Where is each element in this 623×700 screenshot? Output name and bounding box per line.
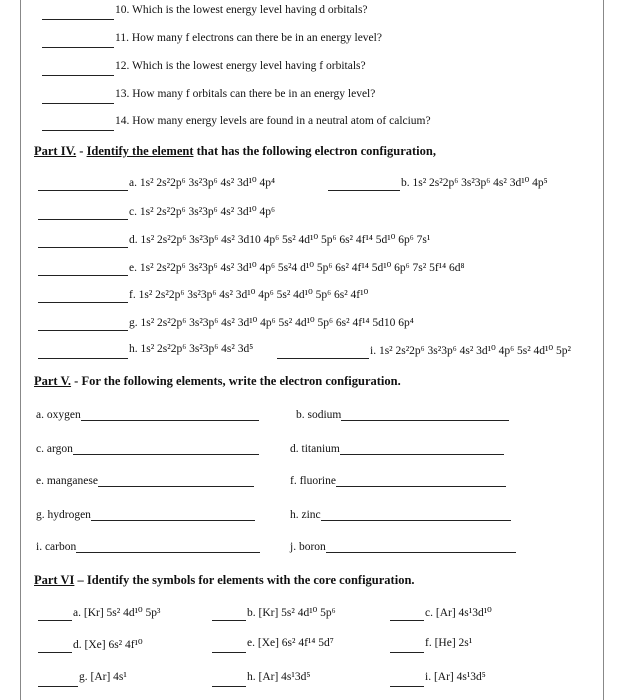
core-configuration: [He] 2s¹ <box>434 637 473 649</box>
part6-heading <box>34 573 415 588</box>
item-letter: f. <box>129 289 136 301</box>
item-letter: b. <box>401 177 410 189</box>
answer-blank[interactable] <box>38 358 128 359</box>
answer-blank[interactable] <box>38 330 128 331</box>
core-configuration: [Ar] 4s¹3d⁵ <box>433 671 486 683</box>
answer-blank[interactable] <box>321 509 511 521</box>
element-label: e. manganese <box>36 475 98 487</box>
part5-item-j <box>290 541 516 553</box>
part5-item-b <box>296 409 509 421</box>
part6-item-b <box>247 605 336 619</box>
page-margin-right <box>603 0 604 700</box>
part5-label: Part V. <box>34 374 72 388</box>
part5-item-i <box>36 541 260 553</box>
part4-dash: - <box>76 144 87 158</box>
answer-blank[interactable] <box>212 652 246 653</box>
answer-blank[interactable] <box>341 409 509 421</box>
part5-item-c <box>36 443 259 455</box>
answer-blank[interactable] <box>91 509 255 521</box>
answer-blank[interactable] <box>38 302 128 303</box>
part4-instruction: that has the following electron configuration, <box>193 144 436 158</box>
answer-blank[interactable] <box>38 686 78 687</box>
part4-item-g <box>129 315 414 329</box>
answer-blank[interactable] <box>38 190 128 191</box>
part4-item-i <box>370 343 571 357</box>
element-label: a. oxygen <box>36 409 81 421</box>
answer-blank[interactable] <box>390 620 424 621</box>
answer-blank[interactable] <box>38 652 72 653</box>
answer-blank[interactable] <box>38 620 72 621</box>
answer-blank[interactable] <box>212 620 246 621</box>
electron-configuration: 1s² 2s²2p⁶ 3s²3p⁶ 4s² 3d⁵ <box>140 343 254 355</box>
part6-instruction: – Identify the symbols for elements with the core configuration. <box>74 573 415 587</box>
electron-configuration: 1s² 2s²2p⁶ 3s²3p⁶ 4s² 3d10 4p⁶ 5s² 4d¹⁰ 5p⁶ 6s² 4f¹⁴ 5d¹⁰ 6p⁶ 7s¹ <box>140 234 431 246</box>
part5-item-d <box>290 443 504 455</box>
item-letter: i. <box>425 671 432 683</box>
part6-item-f <box>425 637 472 649</box>
element-label: b. sodium <box>296 409 342 421</box>
part6-item-e <box>247 637 334 649</box>
part4-item-a <box>129 175 275 189</box>
electron-configuration: 1s² 2s²2p⁶ 3s²3p⁶ 4s² 3d¹⁰ 4p⁶ <box>139 206 276 218</box>
answer-blank[interactable] <box>81 409 259 421</box>
answer-blank[interactable] <box>277 358 369 359</box>
answer-blank[interactable] <box>38 247 128 248</box>
item-letter: e. <box>129 262 137 274</box>
answer-blank[interactable] <box>73 443 259 455</box>
part4-identify: Identify the element <box>86 144 194 158</box>
element-label: h. zinc <box>290 509 321 521</box>
core-configuration: [Ar] 4s¹3d⁵ <box>258 671 311 683</box>
core-configuration: [Ar] 4s¹ <box>90 671 127 683</box>
item-letter: e. <box>247 637 255 649</box>
question-14: 14. How many energy levels are found in a neutral atom of calcium? <box>115 115 431 127</box>
part6-item-i <box>425 671 486 683</box>
item-letter: c. <box>129 206 137 218</box>
part5-heading <box>34 374 401 389</box>
item-letter: c. <box>425 607 433 619</box>
answer-blank[interactable] <box>340 443 504 455</box>
question-12: 12. Which is the lowest energy level having f orbitals? <box>115 60 366 72</box>
part5-item-f <box>290 475 506 487</box>
electron-configuration: 1s² 2s²2p⁶ 3s²3p⁶ 4s² 3d¹⁰ 4p⁴ <box>139 177 276 189</box>
item-letter: d. <box>129 234 138 246</box>
part5-item-a <box>36 409 259 421</box>
item-letter: g. <box>79 671 88 683</box>
answer-blank[interactable] <box>42 19 114 20</box>
answer-blank[interactable] <box>390 652 424 653</box>
part5-item-e <box>36 475 254 487</box>
answer-blank[interactable] <box>38 219 128 220</box>
question-13: 13. How many f orbitals can there be in an energy level? <box>115 88 376 100</box>
part6-item-a <box>73 605 160 619</box>
part4-item-d <box>129 232 430 246</box>
answer-blank[interactable] <box>390 686 424 687</box>
item-letter: i. <box>370 345 377 357</box>
answer-blank[interactable] <box>38 275 128 276</box>
part4-item-h <box>129 343 253 355</box>
part4-item-b <box>401 175 548 189</box>
core-configuration: [Xe] 6s² 4f¹⁴ 5d⁷ <box>257 637 334 649</box>
answer-blank[interactable] <box>326 541 516 553</box>
core-configuration: [Kr] 5s² 4d¹⁰ 5p⁶ <box>258 607 336 619</box>
answer-blank[interactable] <box>76 541 260 553</box>
electron-configuration: 1s² 2s²2p⁶ 3s²3p⁶ 4s² 3d¹⁰ 4p⁵ <box>412 177 548 189</box>
part6-item-h <box>247 671 310 683</box>
element-label: f. fluorine <box>290 475 336 487</box>
part4-label: Part IV. <box>34 144 77 158</box>
part4-item-f <box>129 287 368 301</box>
item-letter: b. <box>247 607 256 619</box>
answer-blank[interactable] <box>328 190 400 191</box>
answer-blank[interactable] <box>98 475 254 487</box>
part6-item-g <box>79 671 127 683</box>
answer-blank[interactable] <box>336 475 506 487</box>
item-letter: f. <box>425 637 432 649</box>
question-10: 10. Which is the lowest energy level having d orbitals? <box>115 4 368 16</box>
item-letter: a. <box>73 607 81 619</box>
part5-item-g <box>36 509 255 521</box>
answer-blank[interactable] <box>212 686 246 687</box>
core-configuration: [Xe] 6s² 4f¹⁰ <box>84 639 143 651</box>
element-label: j. boron <box>290 541 326 553</box>
part4-item-e <box>129 260 465 274</box>
element-label: g. hydrogen <box>36 509 91 521</box>
electron-configuration: 1s² 2s²2p⁶ 3s²3p⁶ 4s² 3d¹⁰ 4p⁶ 5s² 4d¹⁰ 5p² <box>378 345 571 357</box>
element-label: c. argon <box>36 443 73 455</box>
element-label: i. carbon <box>36 541 77 553</box>
item-letter: h. <box>129 343 138 355</box>
page-margin-left <box>20 0 21 700</box>
question-11: 11. How many f electrons can there be in an energy level? <box>115 32 382 44</box>
answer-blank[interactable] <box>42 130 114 131</box>
core-configuration: [Kr] 5s² 4d¹⁰ 5p³ <box>83 607 161 619</box>
part6-item-d <box>73 637 143 651</box>
answer-blank[interactable] <box>42 75 114 76</box>
part6-label: Part VI <box>34 573 75 587</box>
element-label: d. titanium <box>290 443 340 455</box>
electron-configuration: 1s² 2s²2p⁶ 3s²3p⁶ 4s² 3d¹⁰ 4p⁶ 5s² 4d¹⁰ 5p⁶ 6s² 4f¹⁰ <box>138 289 369 301</box>
electron-configuration: 1s² 2s²2p⁶ 3s²3p⁶ 4s² 3d¹⁰ 4p⁶ 5s²4 d¹⁰ 5p⁶ 6s² 4f¹⁴ 5d¹⁰ 6p⁶ 7s² 5f¹⁴ 6d⁸ <box>139 262 465 274</box>
item-letter: g. <box>129 317 138 329</box>
part5-item-h <box>290 509 511 521</box>
electron-configuration: 1s² 2s²2p⁶ 3s²3p⁶ 4s² 3d¹⁰ 4p⁶ 5s² 4d¹⁰ 5p⁶ 6s² 4f¹⁴ 5d10 6p⁴ <box>140 317 414 329</box>
item-letter: a. <box>129 177 137 189</box>
part6-item-c <box>425 605 492 619</box>
part4-heading <box>34 144 436 159</box>
part4-item-c <box>129 204 275 218</box>
core-configuration: [Ar] 4s¹3d¹⁰ <box>435 607 492 619</box>
answer-blank[interactable] <box>42 47 114 48</box>
item-letter: d. <box>73 639 82 651</box>
answer-blank[interactable] <box>42 103 114 104</box>
item-letter: h. <box>247 671 256 683</box>
part5-instruction: - For the following elements, write the electron configuration. <box>71 374 401 388</box>
